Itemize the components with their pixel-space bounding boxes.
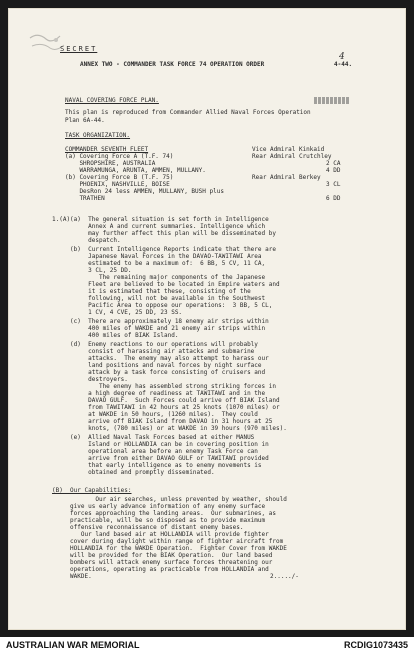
body-line: attack by a task force consisting of cruisers and [52, 369, 266, 376]
body-line: from TAWITAWI in 42 hours at 25 knots (1070 miles) or [52, 404, 280, 411]
capabilities-line: bombers will attack enemy surface forces threatening our [52, 559, 273, 566]
body-line: (e) Allied Naval Task Forces based at either MANUS [52, 434, 255, 441]
capabilities-line: cover during daylight within range of fighter aircraft from [52, 538, 284, 545]
body-line: (b) Current Intelligence Reports indicate that there are [52, 246, 276, 253]
body-line: (d) Enemy reactions to our operations will probably [52, 341, 258, 348]
body-line: Island or HOLLANDIA can be in covering position in [52, 441, 269, 448]
task-org-right: 6 DD [326, 195, 341, 202]
page-continuation: 2...../- [270, 573, 299, 580]
body-line: may further affect this plan will be disseminated by [52, 230, 276, 237]
body-line: following, will not be available in the Southwest [52, 295, 266, 302]
body-line: attacks. The enemy may also attempt to harass our [52, 355, 269, 362]
capabilities-line: operations, operating as practicable from HOLLANDIA and [52, 566, 269, 573]
annex-title: ANNEX TWO - COMMANDER TASK FORCE 74 OPERATION ORDER [80, 61, 265, 68]
task-org-left: PHOENIX, NASHVILLE, BOISE [65, 181, 170, 188]
body-line: (c) There are approximately 18 enemy air strips within [52, 318, 269, 325]
body-line: it is estimated that these, consisting of the [52, 288, 251, 295]
body-line: 400 miles of WAKDE and 21 enemy air strips within [52, 325, 266, 332]
body-line: The enemy has assembled strong striking forces in [52, 383, 276, 390]
task-org-left: COMMANDER SEVENTH FLEET [65, 146, 149, 153]
capabilities-line: practicable, will be so disposed as to provide maximum [52, 517, 266, 524]
task-org-left: TRATHEN [65, 195, 105, 202]
body-line: obtained and promptly disseminated. [52, 469, 215, 476]
body-line: arrive off BIAK Island from DAVAO in 31 hours at 25 [52, 418, 273, 425]
body-line: operational area before an enemy Task Force can [52, 448, 258, 455]
document-content [8, 8, 406, 630]
body-line: 1.(A)(a) The general situation is set forth in Intelligence [52, 216, 269, 223]
capabilities-line: give us early advance information of any enemy surface [52, 503, 266, 510]
task-org-heading: TASK ORGANIZATION. [65, 132, 131, 139]
footer-reference: RCDIG1073435 [343, 640, 408, 650]
capabilities-line: offensive reconnaissance of distant enemy bases. [52, 524, 244, 531]
capabilities-line: will be provided for the BIAK Operation. Our land based [52, 552, 273, 559]
capabilities-heading: (B) Our Capabilities: [52, 487, 132, 494]
body-line: 1 CV, 4 CVE, 25 DD, 23 SS. [52, 309, 183, 316]
task-org-left: SHROPSHIRE, AUSTRALIA [65, 160, 156, 167]
capabilities-line: Our air searches, unless prevented by weather, should [52, 496, 287, 503]
capabilities-line: forces approaching the landing areas. Our submarines, as [52, 510, 276, 517]
task-org-left: (a) Covering Force A (T.F. 74) [65, 153, 174, 160]
task-org-right: Vice Admiral Kinkaid [252, 146, 325, 153]
body-line: consist of harassing air attacks and submarine [52, 348, 255, 355]
task-org-right: Rear Admiral Crutchley [252, 153, 332, 160]
task-org-right: Rear Admiral Berkey [252, 174, 321, 181]
body-line: Pacific Area to oppose our operations: 3 BB, 5 CL, [52, 302, 273, 309]
archive-footer [0, 637, 414, 653]
capabilities-line: HOLLANDIA for the WAKDE Operation. Fighter Cover from WAKDE [52, 545, 287, 552]
body-line: land positions and naval forces by night surface [52, 362, 262, 369]
secret-heading: SECRET [60, 45, 98, 53]
body-line: 3 CL, 25 DD. [52, 267, 132, 274]
capabilities-line: WAKDE. [52, 573, 92, 580]
task-org-right: 2 CA [326, 160, 341, 167]
body-line: a high degree of readiness at TAWITAWI and in the [52, 390, 266, 397]
body-line: Annex A and current summaries. Intelligence which [52, 223, 266, 230]
body-line: estimated to be a maximum of: 6 BB, 5 CV, 11 CA, [52, 260, 266, 267]
body-line: destroyers. [52, 376, 128, 383]
body-line: arrive from either DAVAO GULF or TAWITAWI provided [52, 455, 269, 462]
document-page [8, 8, 406, 630]
task-org-left: WARRAMUNGA, ARUNTA, AMMEN, MULLANY. [65, 167, 206, 174]
task-org-right: 4 DD [326, 167, 341, 174]
struck-text [314, 97, 350, 104]
plan-line-1: This plan is reproduced from Commander Allied Naval Forces Operation [65, 109, 311, 116]
plan-title: NAVAL COVERING FORCE PLAN. [65, 97, 159, 104]
task-org-right: 3 CL [326, 181, 341, 188]
order-number: 4-44. [334, 61, 353, 68]
body-line: at WAKDE in 50 hours, (1260 miles). They could [52, 411, 258, 418]
handwritten-4: 4 [339, 52, 345, 62]
body-line: DAVAO GULF. Such Forces could arrive off BIAK Island [52, 397, 280, 404]
body-line: Japanese Naval Forces in the DAVAO-TAWITAWI Area [52, 253, 262, 260]
body-line: Fleet are believed to be located in Empire waters and [52, 281, 280, 288]
plan-line-2: Plan 6A-44. [65, 117, 105, 124]
footer-source: AUSTRALIAN WAR MEMORIAL [6, 640, 140, 650]
body-line: that early intelligence as to enemy movements is [52, 462, 262, 469]
body-line: 400 miles of BIAK Island. [52, 332, 179, 339]
task-org-left: DesRon 24 less AMMEN, MULLANY, BUSH plus [65, 188, 224, 195]
body-line: despatch. [52, 237, 121, 244]
task-org-left: (b) Covering Force B (T.F. 75) [65, 174, 174, 181]
body-line: The remaining major components of the Japanese [52, 274, 266, 281]
body-line: knots, (780 miles) or at WAKDE in 39 hours (970 miles). [52, 425, 287, 432]
capabilities-line: Our land based air at HOLLANDIA will provide fighter [52, 531, 269, 538]
